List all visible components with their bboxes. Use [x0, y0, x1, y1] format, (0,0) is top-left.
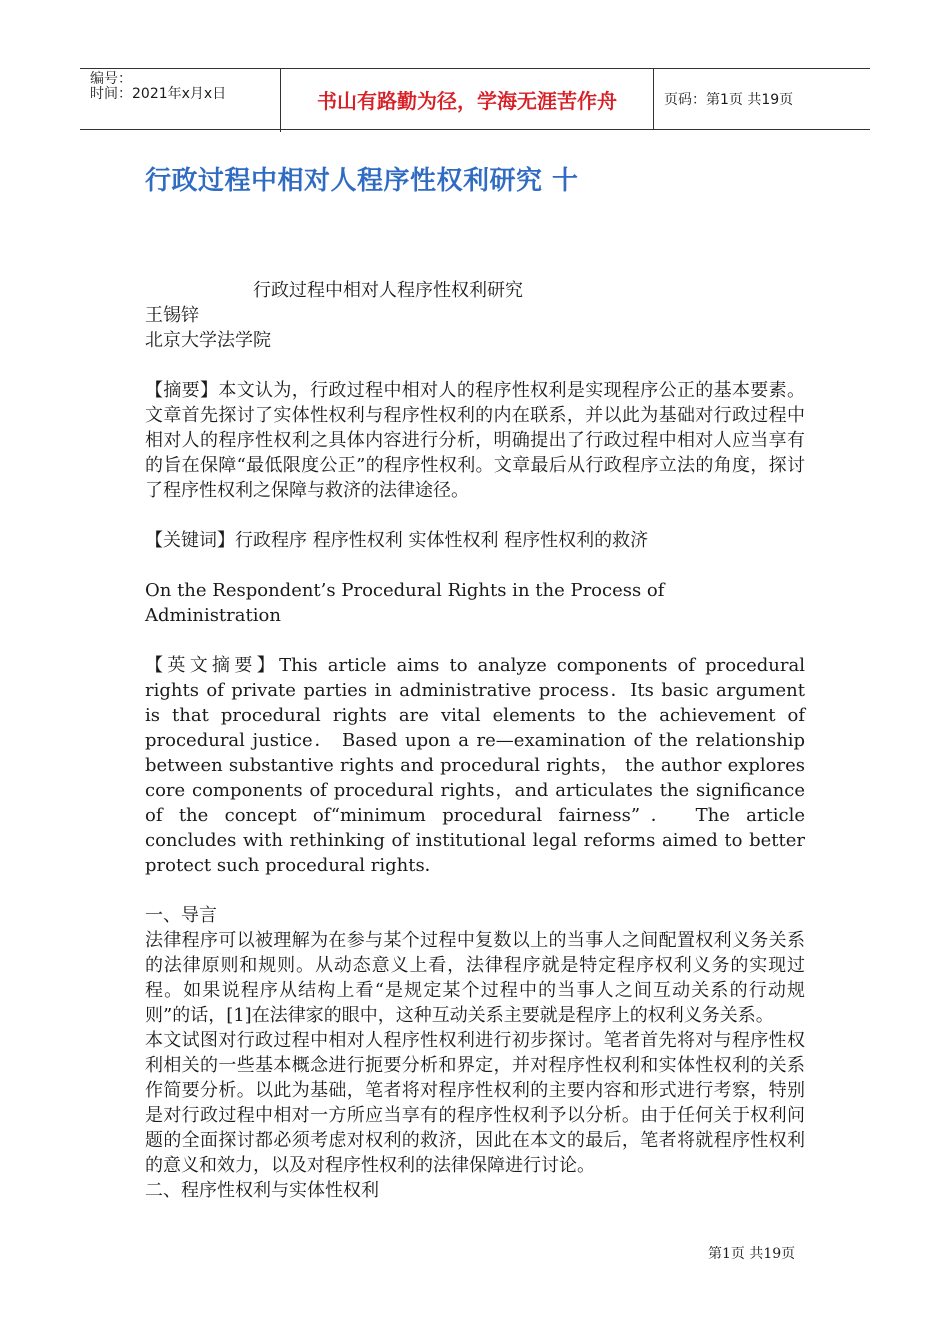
author: 王锡锌 [145, 305, 199, 326]
keywords: 【关键词】行政程序 程序性权利 实体性权利 程序性权利的救济 [145, 530, 649, 551]
affiliation: 北京大学法学院 [145, 330, 271, 351]
page-header [80, 68, 870, 130]
english-title: On the Respondent’s Procedural Rights in the Process of Administration [145, 580, 665, 626]
article-title: 行政过程中相对人程序性权利研究 [253, 280, 523, 301]
section1-heading: 一、导言 [145, 905, 217, 926]
section1-paragraph-2: 本文试图对行政过程中相对人程序性权利进行初步探讨。笔者首先将对与程序性权利相关的一些基本概念进行扼要分析和界定，并对程序性权利和实体性权利的关系作简要分析。以此为基础，笔者将对程序性权利的主要内容和形式进行考察，特别是对行政过程中相对一方所应当享有的程序性权利予以分析。由于任何关于权利问题的全面探讨都必须考虑对权利的救济，因此在本文的最后，笔者将就程序性权利的意义和效力，以及对程序性权利的法律保障进行讨论。 [145, 1030, 805, 1176]
header-meta [80, 69, 281, 132]
page-footer: 第1页 共19页 [708, 1246, 796, 1262]
number-label: 编号： [90, 71, 132, 87]
document-title: 行政过程中相对人程序性权利研究 十 [145, 166, 579, 196]
abstract: 【摘要】本文认为，行政过程中相对人的程序性权利是实现程序公正的基本要素。文章首先探讨了实体性权利与程序性权利的内在联系，并以此为基础对行政过程中相对人的程序性权利之具体内容进行分析，明确提出了行政过程中相对人应当享有的旨在保障“最低限度公正”的程序性权利。文章最后从行政程序立法的角度，探讨了程序性权利之保障与救济的法律途径。 [145, 380, 805, 501]
article-body [145, 278, 805, 1203]
time-label: 时间：2021年x月x日 [90, 86, 227, 102]
english-abstract: 【英文摘要】This article aims to analyze components of procedural rights of private parties in administrative process．Its basic argument is that procedural rights are vital elements to the achievement of procedural justice． Based upon a re—examination of the relationship between substantive rights and procedural rights， the author explores core components of procedural rights，and articulates the significance of the concept of“minimum procedural fairness”． The article concludes with rethinking of institutional legal reforms aimed to better protect such procedural rights． [145, 655, 805, 876]
section1-paragraph-1: 法律程序可以被理解为在参与某个过程中复数以上的当事人之间配置权利义务关系的法律原则和规则。从动态意义上看，法律程序就是特定程序权利义务的实现过程。如果说程序从结构上看“是规定某个过程中的当事人之间互动关系的行动规则”的话，[1]在法律家的眼中，这种互动关系主要就是程序上的权利义务关系。 [145, 930, 805, 1026]
section2-heading: 二、程序性权利与实体性权利 [145, 1180, 379, 1201]
motto: 书山有路勤为径，学海无涯苦作舟 [317, 88, 617, 113]
header-page-info: 页码：第1页 共19页 [664, 92, 794, 108]
header-motto-cell [281, 69, 654, 129]
